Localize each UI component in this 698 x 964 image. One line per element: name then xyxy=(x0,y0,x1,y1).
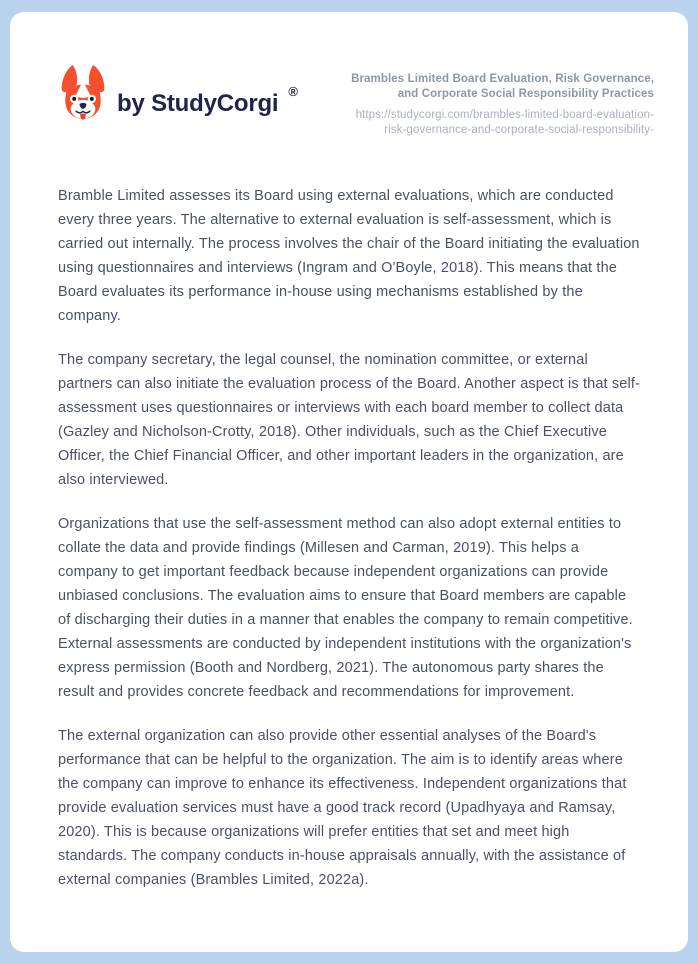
document-meta xyxy=(351,64,654,138)
document-card xyxy=(10,12,688,952)
document-url-line-2: risk-governance-and-corporate-social-responsibility- xyxy=(384,124,654,136)
corgi-logo-icon xyxy=(58,64,108,122)
article-body xyxy=(10,138,688,892)
document-url-link[interactable] xyxy=(351,108,654,138)
studycorgi-logo[interactable] xyxy=(58,64,298,122)
paragraph-2: The company secretary, the legal counsel, the nomination committee, or external partners can also initiate the evaluation process of the Board. Another aspect is that self-assessment uses questionnaires or interviews with each board member to collect data (Gazley and Nicholson-Crotty, 2018). Other individuals, such as the Chief Executive Officer, the Chief Financial Officer, and other important leaders in the organization, are also interviewed. xyxy=(58,352,641,488)
logo-brand-text: by StudyCorgi xyxy=(117,90,279,117)
paragraph-1: Bramble Limited assesses its Board using external evaluations, which are conducted every three years. The alternative to external evaluation is self-assessment, which is carried out internally. The process involves the chair of the Board initiating the evaluation using questionnaires and interviews (Ingram and O'Boyle, 2018). This means that the Board evaluates its performance in-house using mechanisms established by the company. xyxy=(58,188,640,324)
document-title-line-2: and Corporate Social Responsibility Practices xyxy=(397,88,654,100)
paragraph-4: The external organization can also provide other essential analyses of the Board's performance that can be helpful to the organization. The aim is to identify areas where the company can improve to enhance its effectiveness. Independent organizations that provide evaluation services must have a good track record (Upadhyaya and Ramsay, 2020). This is because organizations will prefer entities that set and meet high standards. The company conducts in-house appraisals annually, with the assistance of external companies (Brambles Limited, 2022a). xyxy=(58,728,627,888)
header xyxy=(10,12,688,138)
registered-trademark-icon: ® xyxy=(288,84,298,99)
document-title xyxy=(351,72,654,102)
paragraph-3: Organizations that use the self-assessment method can also adopt external entities to collate the data and provide findings (Millesen and Carman, 2019). This helps a company to get important feedback because independent organizations can provide unbiased conclusions. The evaluation aims to ensure that Board members are capable of discharging their duties in a manner that enables the company to remain competitive. External assessments are conducted by independent institutions with the organization's express permission (Booth and Nordberg, 2021). The autonomous party shares the result and provides concrete feedback and recommendations for improvement. xyxy=(58,516,633,700)
document-url-line-1: https://studycorgi.com/brambles-limited-board-evaluation- xyxy=(355,109,654,121)
document-title-line-1: Brambles Limited Board Evaluation, Risk Governance, xyxy=(351,73,654,85)
